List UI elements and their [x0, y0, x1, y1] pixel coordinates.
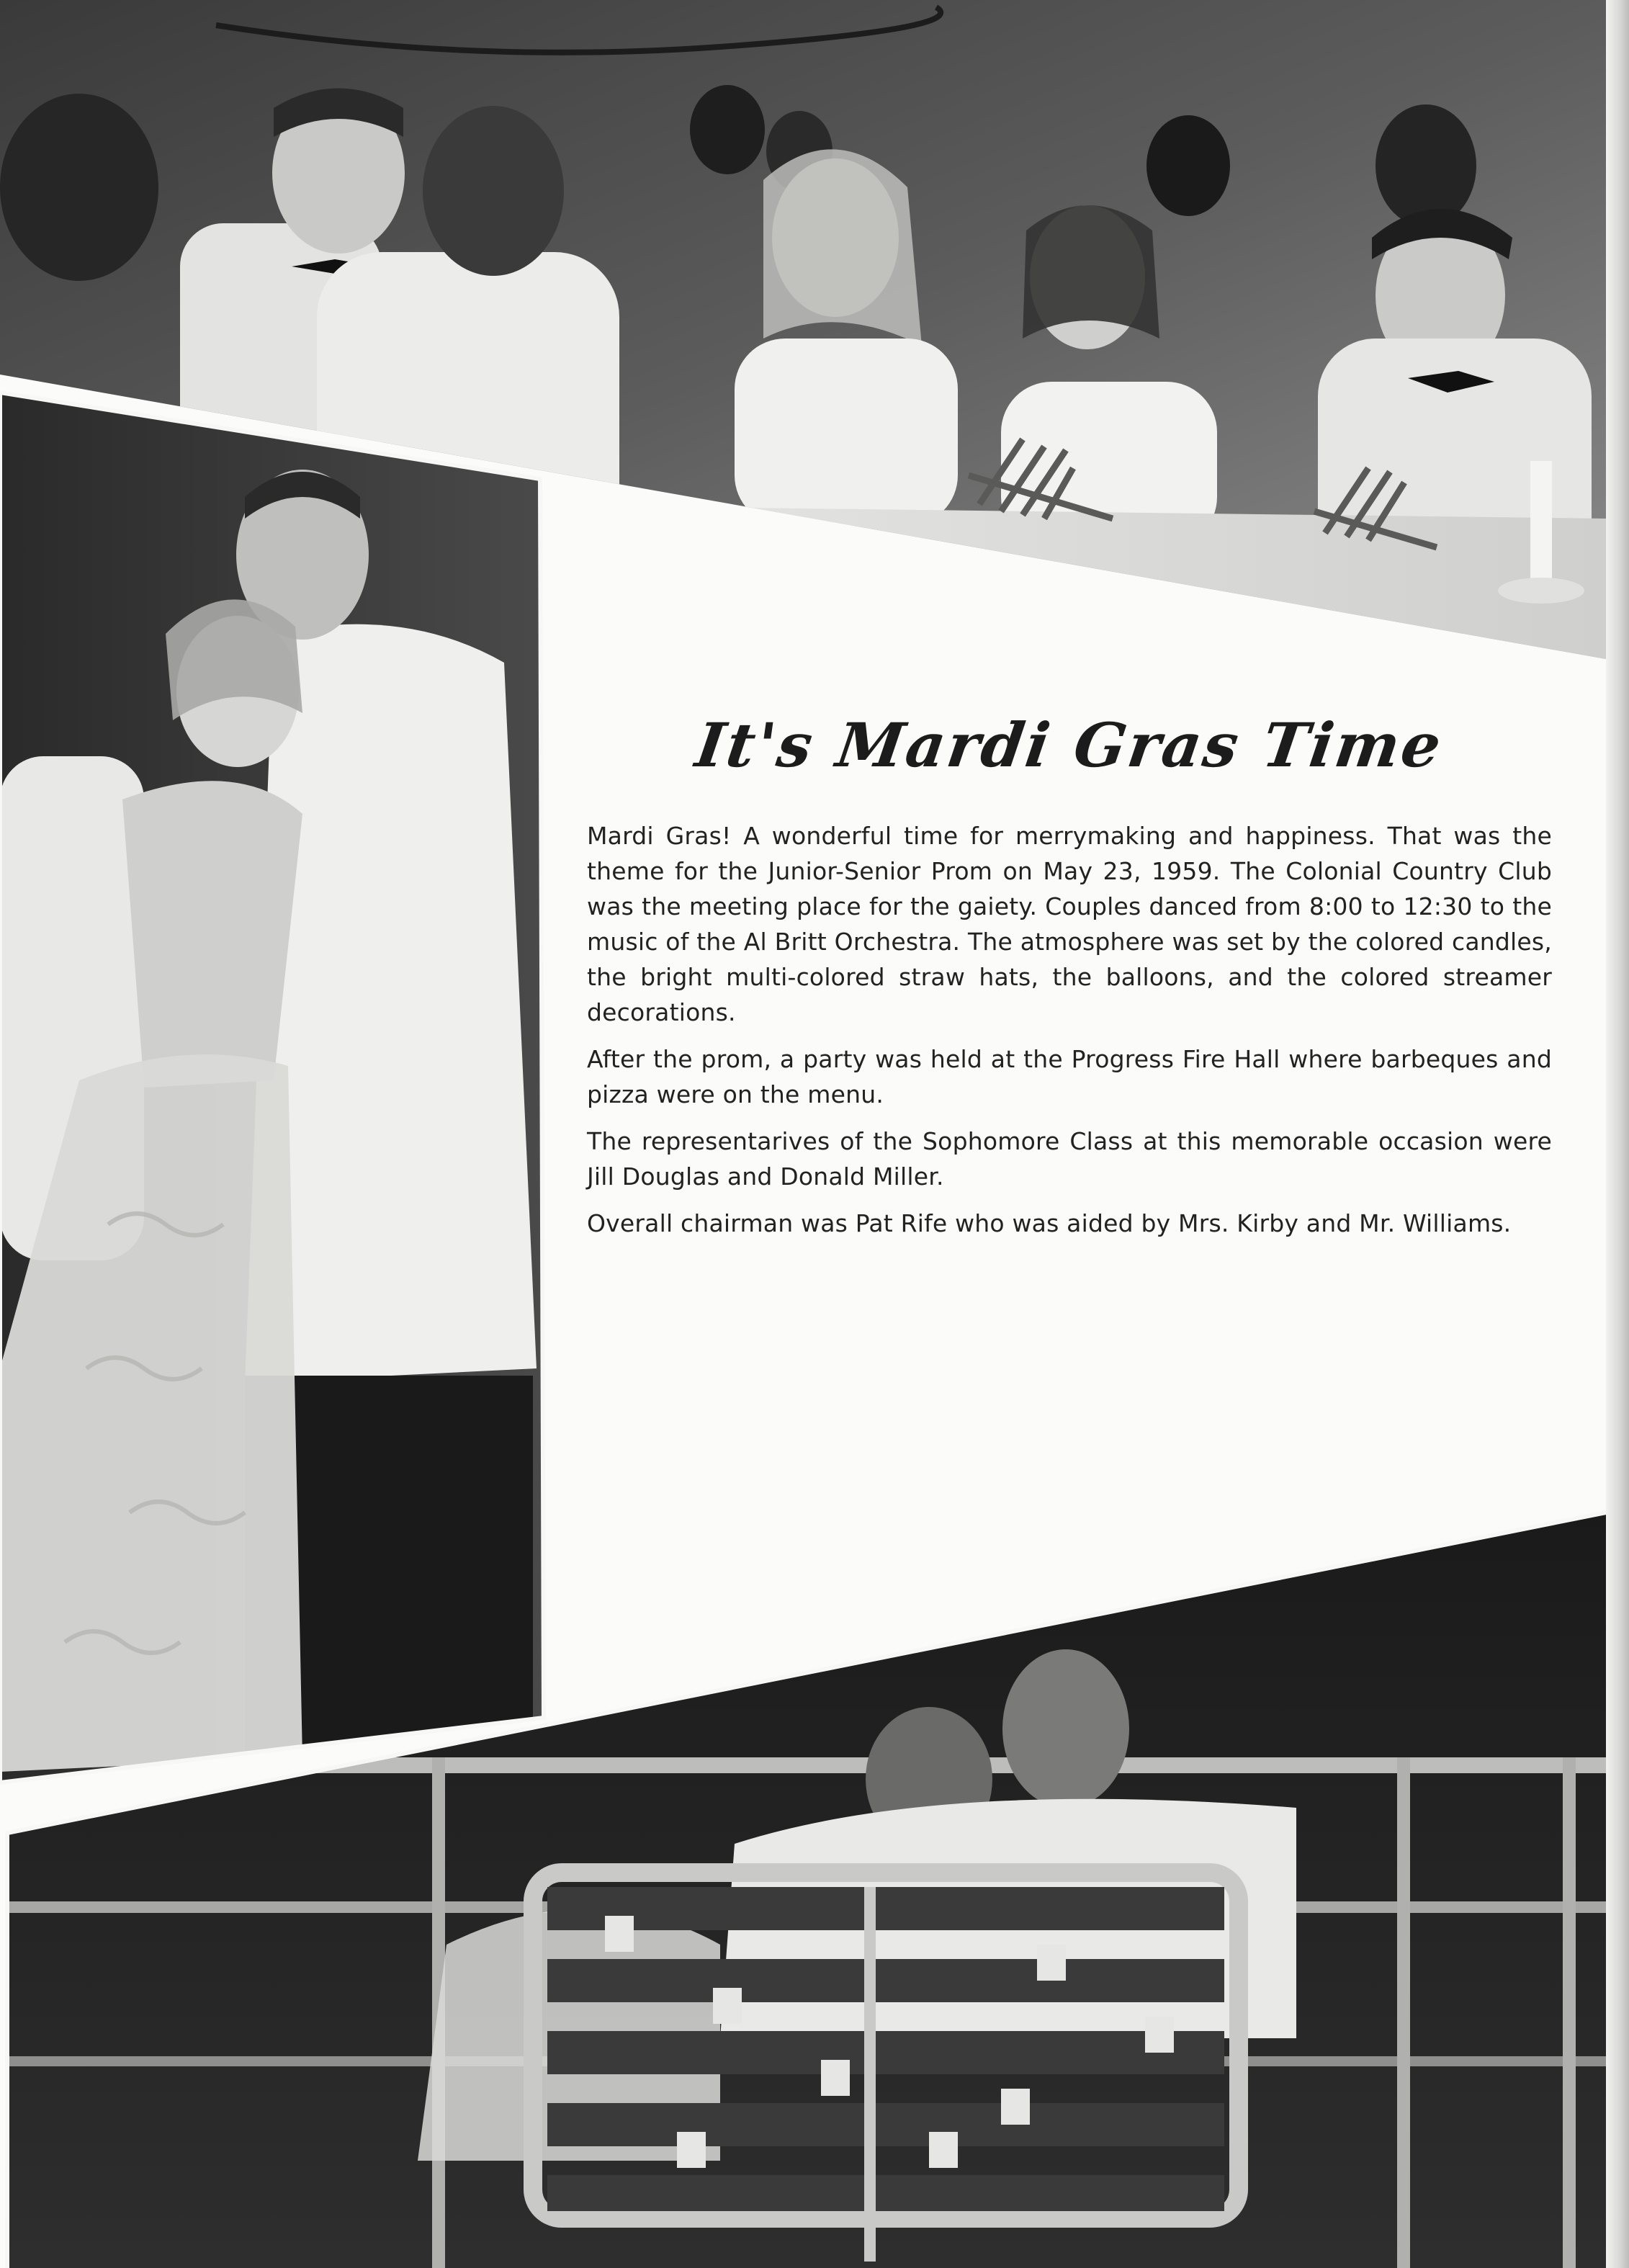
article	[587, 709, 1552, 1252]
photo-dancing-couple	[0, 389, 547, 1793]
article-paragraph: Mardi Gras! A wonderful time for merrymaking and happiness. That was the theme for the Junior-Senior Prom on May 23, 1959. The Colonial Country Club was the meeting place for the gaiety. Couples danced from 8:00 to 12:30 to the music of the Al Britt Orchestra. The atmosphere was set by the colored candles, the bright multi-colored straw hats, the balloons, and the colored streamer decorations.	[587, 822, 1552, 1026]
article-paragraph: The representarives of the Sophomore Class at this memorable occasion were Jill Douglas and Donald Miller.	[587, 1127, 1552, 1191]
article-paragraph: After the prom, a party was held at the Progress Fire Hall where barbeques and pizza were on the menu.	[587, 1045, 1552, 1108]
article-title: It's Mardi Gras Time	[691, 709, 1448, 781]
article-paragraph: Overall chairman was Pat Rife who was aided by Mrs. Kirby and Mr. Williams.	[587, 1209, 1512, 1237]
page-gutter-shadow	[1606, 0, 1629, 2268]
